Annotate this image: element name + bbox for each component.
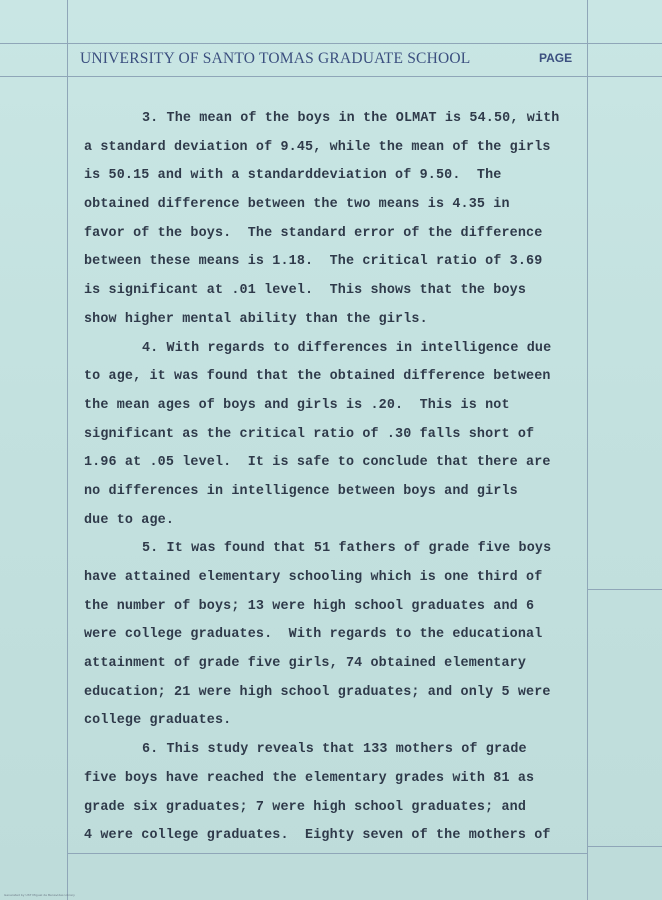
text-line: 4 were college graduates. Eighty seven of the mothers of bbox=[84, 828, 551, 844]
text-line: education; 21 were high school graduates; and only 5 were bbox=[84, 684, 551, 700]
footer-attribution: Generated by UST Miguel de Benavides Library bbox=[4, 893, 75, 897]
text-line: 1.96 at .05 level. It is safe to conclude that there are bbox=[84, 455, 551, 471]
typed-findings-text bbox=[84, 105, 594, 851]
text-line: 3. The mean of the boys in the OLMAT is 54.50, with bbox=[142, 111, 560, 126]
text-line: obtained difference between the two means is 4.35 in bbox=[84, 197, 510, 213]
text-line: is 50.15 and with a standarddeviation of 9.50. The bbox=[84, 168, 502, 184]
text-line: no differences in intelligence between boys and girls bbox=[84, 483, 518, 499]
page-header-title: UNIVERSITY OF SANTO TOMAS GRADUATE SCHOOL bbox=[80, 50, 471, 67]
text-line: were college graduates. With regards to the educational bbox=[84, 627, 543, 643]
text-line: 4. With regards to differences in intelligence due bbox=[142, 340, 552, 356]
text-line: attainment of grade five girls, 74 obtained elementary bbox=[84, 656, 527, 672]
text-line: due to age. bbox=[84, 512, 175, 528]
text-line: the mean ages of boys and girls is .20. This is not bbox=[84, 397, 510, 413]
text-line: a standard deviation of 9.45, while the mean of the girls bbox=[84, 139, 551, 155]
text-line: grade six graduates; 7 were high school graduates; and bbox=[84, 799, 527, 815]
text-line: college graduates. bbox=[84, 713, 232, 729]
text-line: have attained elementary schooling which is one third of bbox=[84, 570, 543, 585]
text-line: the number of boys; 13 were high school graduates and 6 bbox=[84, 598, 535, 614]
text-line: 6. This study reveals that 133 mothers of grade bbox=[142, 742, 527, 758]
right-column-rule-2 bbox=[587, 846, 662, 847]
text-line: between these means is 1.18. The critical ratio of 3.69 bbox=[84, 254, 543, 270]
text-line: five boys have reached the elementary grades with 81 as bbox=[84, 770, 535, 786]
text-line: favor of the boys. The standard error of the difference bbox=[84, 225, 543, 241]
header-rule-top bbox=[0, 43, 662, 44]
header-rule-bottom bbox=[0, 76, 662, 77]
left-margin-rule bbox=[67, 0, 68, 900]
right-column-rule-1 bbox=[587, 589, 662, 590]
text-line: to age, it was found that the obtained difference between bbox=[84, 369, 551, 385]
text-line: 5. It was found that 51 fathers of grade five boys bbox=[142, 541, 552, 557]
bottom-rule bbox=[67, 853, 587, 854]
text-line: significant as the critical ratio of .30 falls short of bbox=[84, 426, 535, 442]
text-line: is significant at .01 level. This shows that the boys bbox=[84, 283, 527, 299]
page-number-label: PAGE bbox=[539, 51, 573, 65]
text-line: show higher mental ability than the girls. bbox=[84, 311, 428, 327]
